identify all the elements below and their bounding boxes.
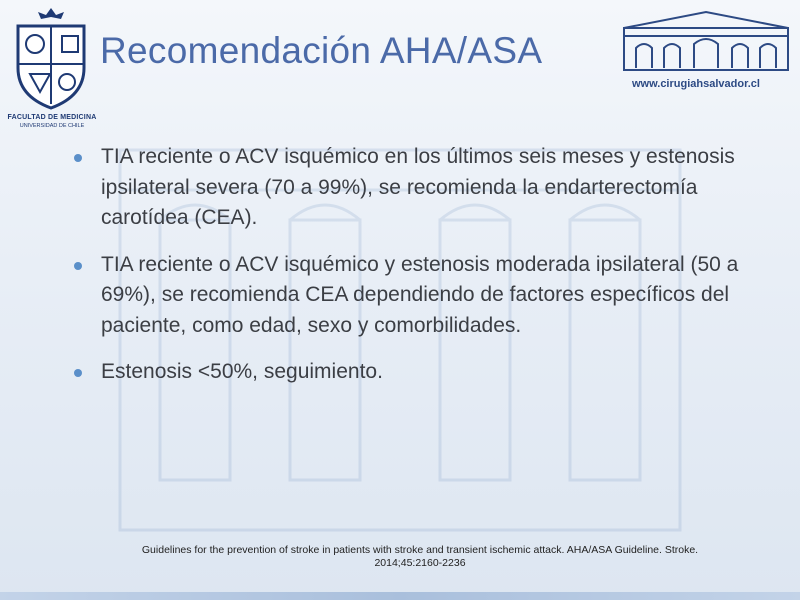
faculty-logo — [6, 6, 96, 132]
website-url[interactable]: www.cirugiahsalvador.cl — [632, 78, 760, 90]
citation-line-1: Guidelines for the prevention of stroke in patients with stroke and transient ischemic attack. AHA/ASA Guideline. Stroke. — [141, 544, 699, 556]
bullet-text: Estenosis <50%, seguimiento. — [101, 360, 383, 383]
bullet-item — [74, 357, 764, 388]
bullet-text: TIA reciente o ACV isquémico en los últimos seis meses y estenosis ipsilateral severa (70 a 99%), se recomienda la endarterectomía carotídea (CEA). — [101, 145, 735, 229]
bullet-item — [74, 250, 764, 342]
citation — [80, 544, 760, 570]
bullet-icon — [74, 154, 82, 162]
citation-line-2: 2014;45:2160-2236 — [374, 557, 466, 569]
faculty-shield-icon — [6, 6, 96, 110]
bullet-list — [74, 142, 764, 388]
bottom-band — [0, 592, 800, 600]
hospital-building-logo-icon — [620, 8, 792, 72]
faculty-name: FACULTAD DE MEDICINA — [7, 114, 97, 121]
bullet-text: TIA reciente o ACV isquémico y estenosis moderada ipsilateral (50 a 69%), se recomienda CEA dependiendo de factores específicos del paciente, como edad, sexo y comorbilidades. — [101, 252, 739, 337]
bullet-item — [74, 142, 764, 234]
university-name: UNIVERSIDAD DE CHILE — [19, 123, 85, 129]
bullet-icon — [74, 262, 82, 270]
bullet-icon — [74, 369, 82, 377]
page-title: Recomendación AHA/ASA — [100, 30, 543, 71]
